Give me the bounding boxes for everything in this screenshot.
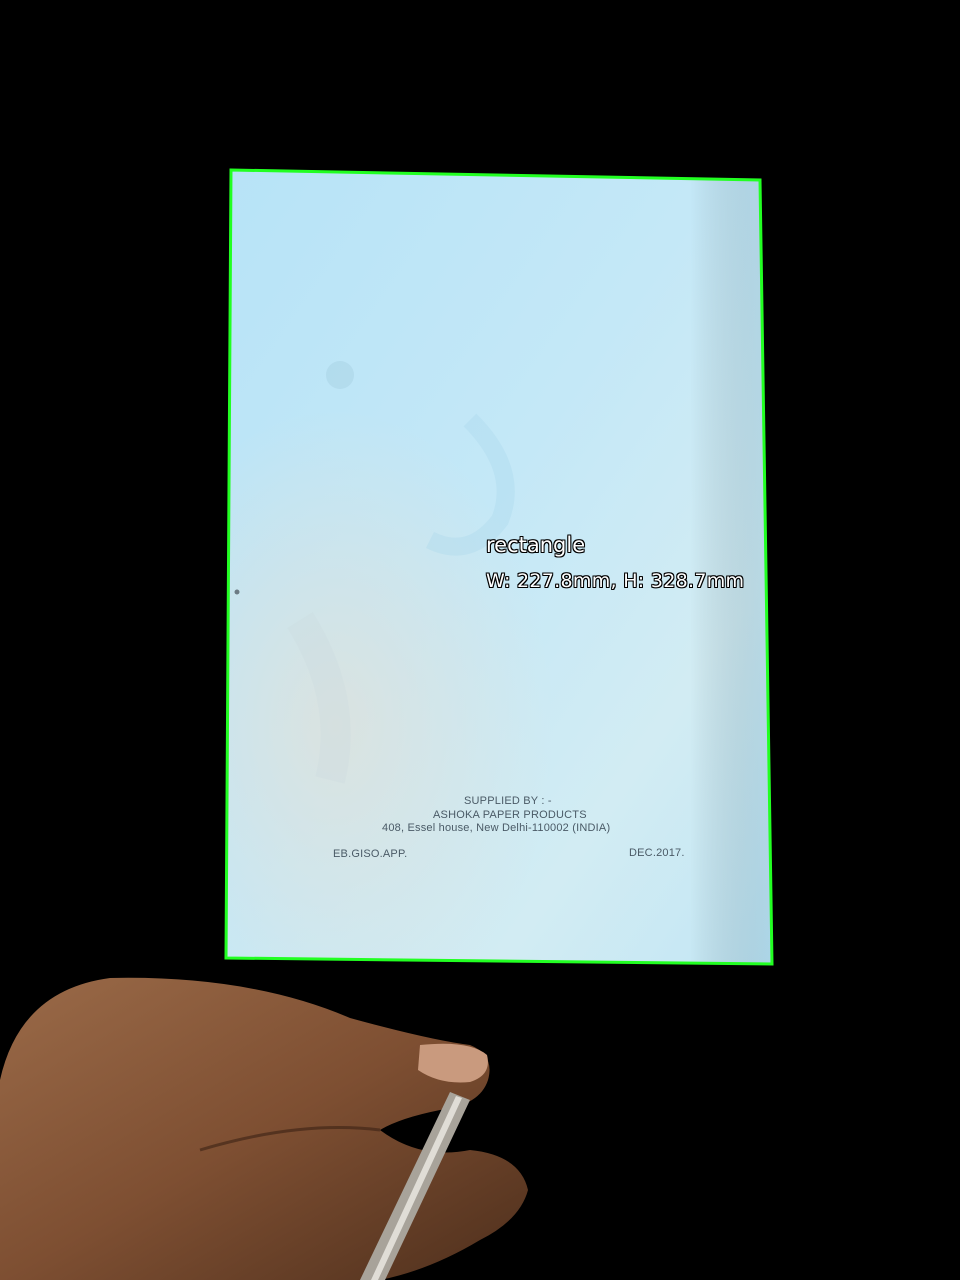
shape-label: rectangle xyxy=(486,533,586,557)
date-text: DEC.2017. xyxy=(629,847,685,859)
code-text: EB.GISO.APP. xyxy=(333,848,408,860)
company-name-text: ASHOKA PAPER PRODUCTS xyxy=(433,809,587,821)
supplied-by-text: SUPPLIED BY : - xyxy=(464,795,552,807)
address-text: 408, Essel house, New Delhi-110002 (INDIA) xyxy=(382,822,611,834)
dimensions-label: W: 227.8mm, H: 328.7mm xyxy=(486,570,745,592)
